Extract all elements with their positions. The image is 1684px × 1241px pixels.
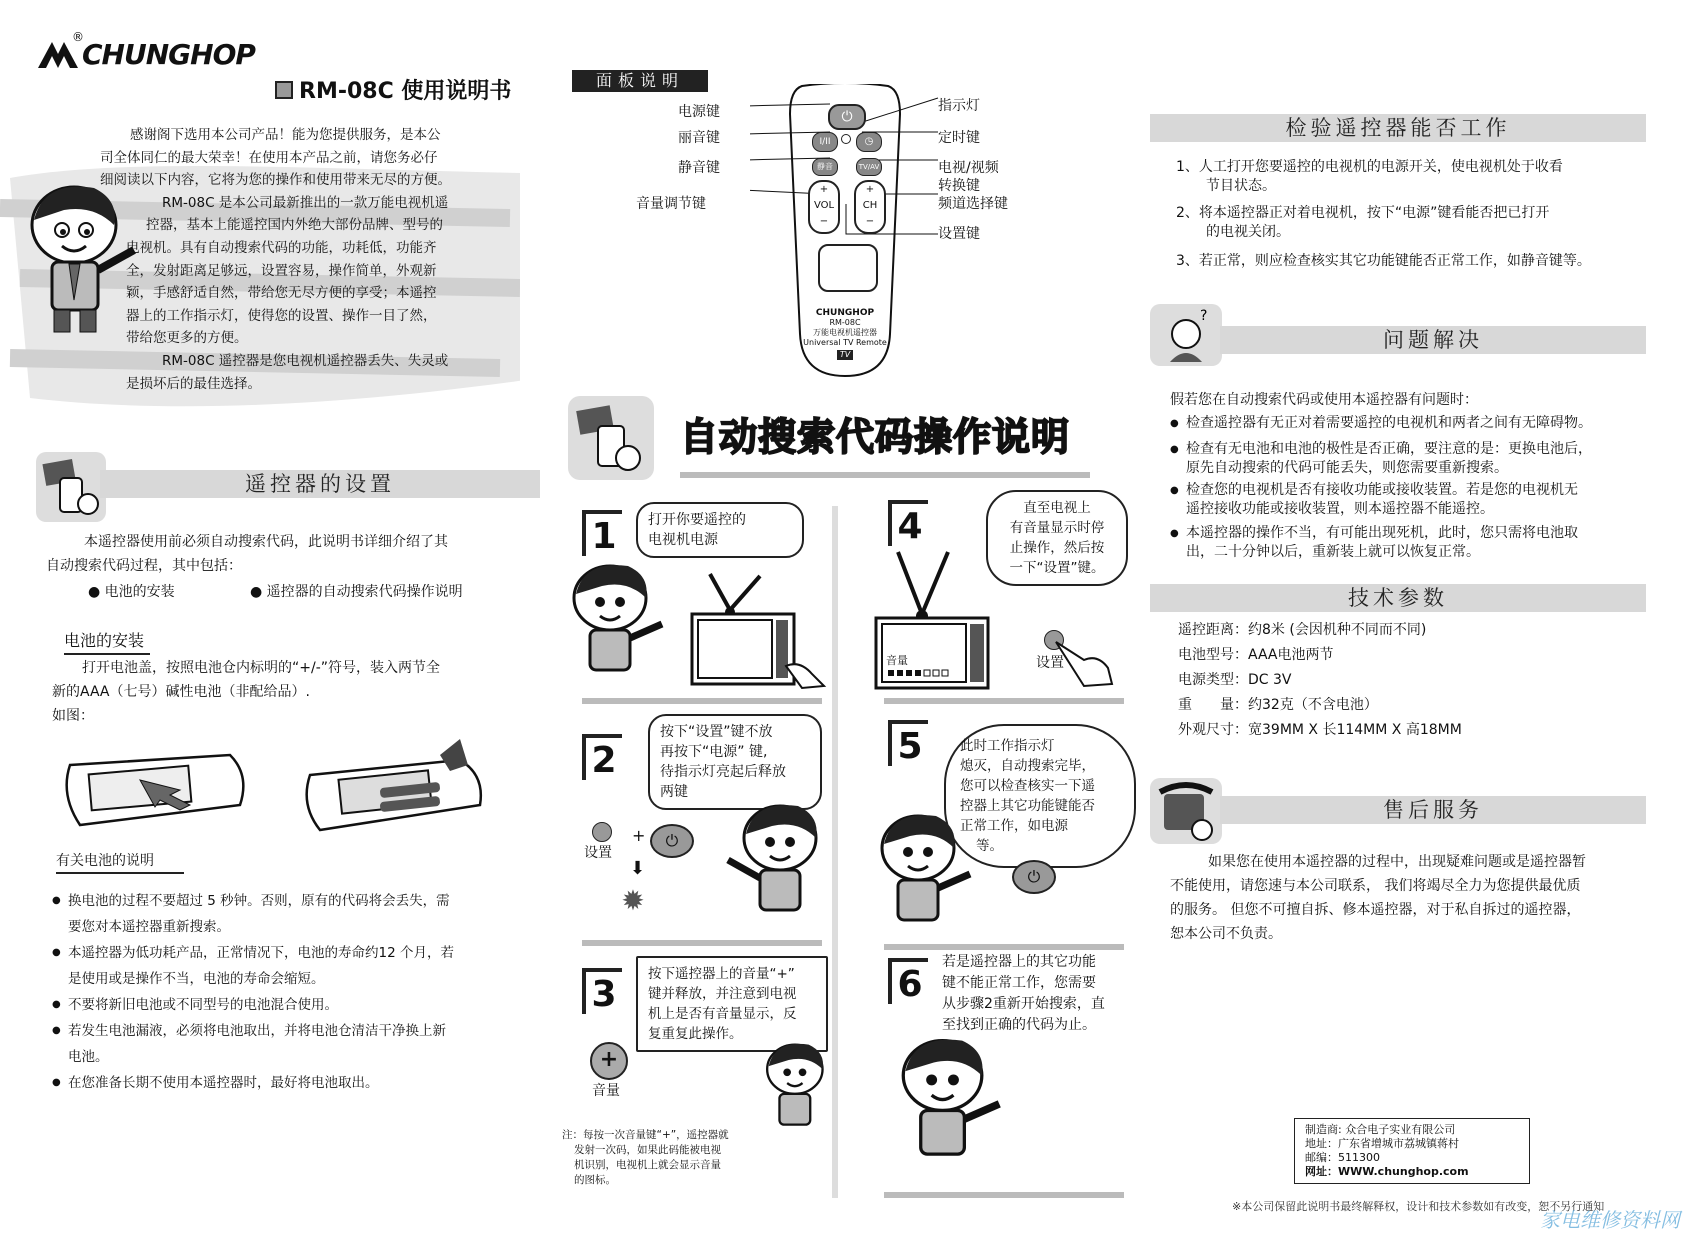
panel-title: 面板说明: [572, 70, 708, 92]
setup-key-icon: [592, 822, 612, 842]
step-5-bubble: 此时工作指示灯 熄灭，自动搜索完毕， 您可以检查核实一下遥 控器上其它功能键能否 正常工作，如电源 等。: [944, 724, 1136, 868]
battery-insert-image: [300, 735, 500, 835]
step-5-underline: [884, 944, 1124, 950]
tv-volume-label: 音量: [886, 654, 908, 667]
step-4-bubble: 直至电视上 有音量显示时停 止操作，然后按 一下“设置”键。: [986, 490, 1128, 586]
registered-mark: ®: [72, 30, 84, 44]
step-4-underline: [884, 698, 1124, 704]
step-number-1: 1: [582, 510, 622, 556]
auto-search-title: 自动搜索代码操作说明: [680, 415, 1071, 459]
pointing-hand-icon: [1054, 640, 1114, 688]
volume-plus-key-icon: +: [590, 1042, 628, 1080]
step-1-tv-image: [690, 570, 830, 690]
trouble-item: ● 检查您的电视机是否有接收功能或接收装置。若是您的电视机无 遥控接收功能或接收装置，则本遥控器不能遥控。: [1170, 481, 1650, 520]
plus-sign: +: [632, 826, 646, 845]
specs-title: 技术参数: [1150, 584, 1646, 612]
step-4-tv-image: [874, 550, 1004, 690]
trouble-list: [1170, 414, 1650, 563]
step-6-underline: [884, 1192, 1124, 1198]
setup-item-battery: ● 电池的安装: [88, 584, 175, 600]
brand-name: CHUNGHOP: [82, 38, 255, 71]
step-2-bubble: 按下“设置”键不放 再按下“电源” 键, 待指示灯亮起后释放 两键: [648, 714, 822, 810]
step-3-note: 注：每按一次音量键“+”，遥控器就 发射一次码，如果此码能被电视 机识别，电视机上就会显示音量 的图标。: [562, 1129, 729, 1186]
spec-row: 电源类型：DC 3V: [1178, 672, 1292, 688]
setup-key-label: 设置: [584, 845, 612, 861]
power-key-icon: ⏻: [650, 824, 694, 858]
model-title: RM-08C 使用说明书: [275, 74, 511, 105]
battery-note: ● 本遥控器为低功耗产品，正常情况下，电池的寿命约12 个月，若 是使用或是操作不当，电池的寿命会缩短。: [52, 940, 512, 992]
mute-button[interactable]: 静音: [812, 158, 838, 176]
service-text: 如果您在使用本遥控器的过程中，出现疑难问题或是遥控器暂 不能使用，请您速与本公司联系， 我们将竭尽全力为您提供最优质 的服务。 但您不可擅自拆、修本遥控器，对于私自拆过的遥控器， 恕本公司不负责。: [1170, 854, 1586, 942]
step-1-underline: [582, 698, 822, 704]
manufacturer-box: 制造商: 众合电子实业有限公司 地址：广东省增城市荔城镇蒋村 邮编：511300 网址：WWW.chunghop.com: [1294, 1118, 1530, 1184]
battery-text: 打开电池盖，按照电池仓内标明的“+/-”符号，装入两节全 新的AAA（七号）碱性电池（非配给品）. 如图：: [52, 660, 441, 724]
step-number-4: 4: [888, 500, 928, 546]
channel-rocker[interactable]: + CH −: [854, 180, 886, 234]
check-list: [1176, 158, 1656, 271]
setup-text: 本遥控器使用前必须自动搜索代码，此说明书详细介绍了其 自动搜索代码过程，其中包括：: [46, 534, 448, 574]
step-2-kid-image: [720, 800, 830, 930]
title-underline: [680, 472, 1090, 478]
step-2-underline: [582, 940, 822, 946]
auto-search-icon: [568, 396, 654, 480]
specs-table: [1178, 618, 1462, 743]
footer-note: ※本公司保留此说明书最终解释权，设计和技术参数如有改变，恕不另行通知: [1232, 1200, 1605, 1213]
step-1-kid-image: [560, 560, 670, 690]
battery-notes-title: 有关电池的说明: [56, 850, 184, 874]
nicam-button[interactable]: I/II: [812, 132, 838, 152]
battery-note: ● 在您准备长期不使用本遥控器时，最好将电池取出。: [52, 1070, 512, 1096]
step-5-kid-image: [868, 810, 978, 940]
power-button[interactable]: ⏻: [828, 104, 866, 130]
tv-av-button[interactable]: TV/AV: [856, 158, 882, 176]
battery-title: 电池的安装: [64, 628, 150, 655]
power-key-icon-5: ⏻: [1012, 860, 1056, 894]
indicator-flash-icon: ✹: [621, 884, 645, 917]
svg-text:?: ?: [1200, 308, 1208, 324]
step-3-bubble: 按下遥控器上的音量“+” 键并释放，并注意到电视 机上是否有音量显示，反 复重复此操作。: [636, 956, 828, 1052]
setup-item-search: ● 遥控器的自动搜索代码操作说明: [250, 584, 463, 600]
battery-note: ● 换电池的过程不要超过 5 秒钟。否则，原有的代码将会丢失，需 要您对本遥控器重新搜索。: [52, 888, 512, 940]
thinking-person-icon: [1150, 304, 1222, 366]
remote-hand-icon: [36, 452, 106, 522]
trouble-item: ● 检查有无电池和电池的极性是否正确，要注意的是：更换电池后， 原先自动搜索的代码可能丢失，则您需要重新搜索。: [1170, 440, 1650, 479]
check-item: 2、将本遥控器正对着电视机，按下“电源”键看能否把已打开 的电视关闭。: [1176, 205, 1550, 240]
telephone-icon: [1150, 778, 1222, 844]
setup-key-label-4: 设置: [1036, 655, 1064, 671]
step-6-text: 若是遥控器上的其它功能 键不能正常工作，您需要 从步骤2重新开始搜索，直 至找到正确的代码为止。: [942, 954, 1105, 1033]
step-number-6: 6: [888, 958, 928, 1004]
battery-notes: [52, 888, 512, 1096]
check-item: 1、人工打开您要遥控的电视机的电源开关，使电视机处于收看 节目状态。: [1176, 159, 1563, 194]
setup-button[interactable]: [818, 244, 878, 292]
step-1-bubble: 打开你要遥控的 电视机电源: [636, 502, 804, 558]
watermark: 家电维修资料网: [1540, 1208, 1680, 1232]
volume-key-label: 音量: [592, 1083, 620, 1099]
volume-rocker[interactable]: + VOL −: [808, 180, 840, 234]
step-number-3: 3: [582, 968, 622, 1014]
remote-brand-label: CHUNGHOP RM-08C 万能电视机遥控器 Universal TV Remote TV: [803, 308, 887, 359]
trouble-title: 问题解决: [1220, 326, 1646, 354]
spec-row: 外观尺寸：宽39MM X 长114MM X 高18MM: [1178, 722, 1462, 738]
spec-row: 电池型号：AAA电池两节: [1178, 647, 1334, 663]
battery-note: ● 若发生电池漏液，必须将电池取出，并将电池仓清洁干净换上新 电池。: [52, 1018, 512, 1070]
spec-row: 遥控距离：约8米 (会因机种不同而不同): [1178, 622, 1427, 638]
battery-note: ● 不要将新旧电池或不同型号的电池混合使用。: [52, 992, 512, 1018]
battery-cover-image: [60, 735, 260, 835]
intro-text: 感谢阁下选用本公司产品！能为您提供服务，是本公 司全体同仁的最大荣幸！在使用本产品之前，请您务必仔 细阅读以下内容，它将为您的操作和使用带来无尽的方便。 RM-08C 是本公司最新推出的一款万能电视机遥 控器，基本上能遥控国内外绝大部份品牌、型号的 电视机。具有自动搜索代码的功能，功耗低，功能齐 全，发射距离足够远，设置容易，操作简单，外观新 颖，手感舒适自然，带给您无尽方便的享受；本遥控 器上的工作指示灯，使得您的设置、操作一目了然， 带给您更多的方便。 RM-08C 遥控器是您电视机遥控器丢失、失灵或 是损坏后的最佳选择。: [100, 127, 451, 392]
trouble-item: ● 本遥控器的操作不当，有可能出现死机，此时，您只需将电池取 出，二十分钟以后，重新装上就可以恢复正常。: [1170, 524, 1650, 563]
trouble-item: ● 检查遥控器有无正对着需要遥控的电视机和两者之间有无障碍物。: [1170, 414, 1650, 434]
service-title: 售后服务: [1220, 796, 1646, 824]
arrow-down-icon: ⬇: [630, 858, 646, 879]
indicator-light-icon: [841, 134, 851, 144]
setup-title: 遥控器的设置: [100, 470, 540, 498]
step-3-kid-image: [746, 1040, 836, 1140]
check-item: 3、若正常，则应检查核实其它功能键能否正常工作，如静音键等。: [1176, 253, 1591, 269]
spec-row: 重 量：约32克（不含电池）: [1178, 697, 1378, 713]
trouble-intro: 假若您在自动搜索代码或使用本遥控器有问题时：: [1170, 392, 1478, 408]
check-title: 检验遥控器能否工作: [1150, 114, 1646, 142]
timer-button[interactable]: ◷: [856, 132, 882, 152]
step-6-kid-image: [888, 1030, 1008, 1180]
step-number-2: 2: [582, 734, 622, 780]
step-number-5: 5: [888, 720, 928, 766]
logo: [36, 30, 255, 74]
